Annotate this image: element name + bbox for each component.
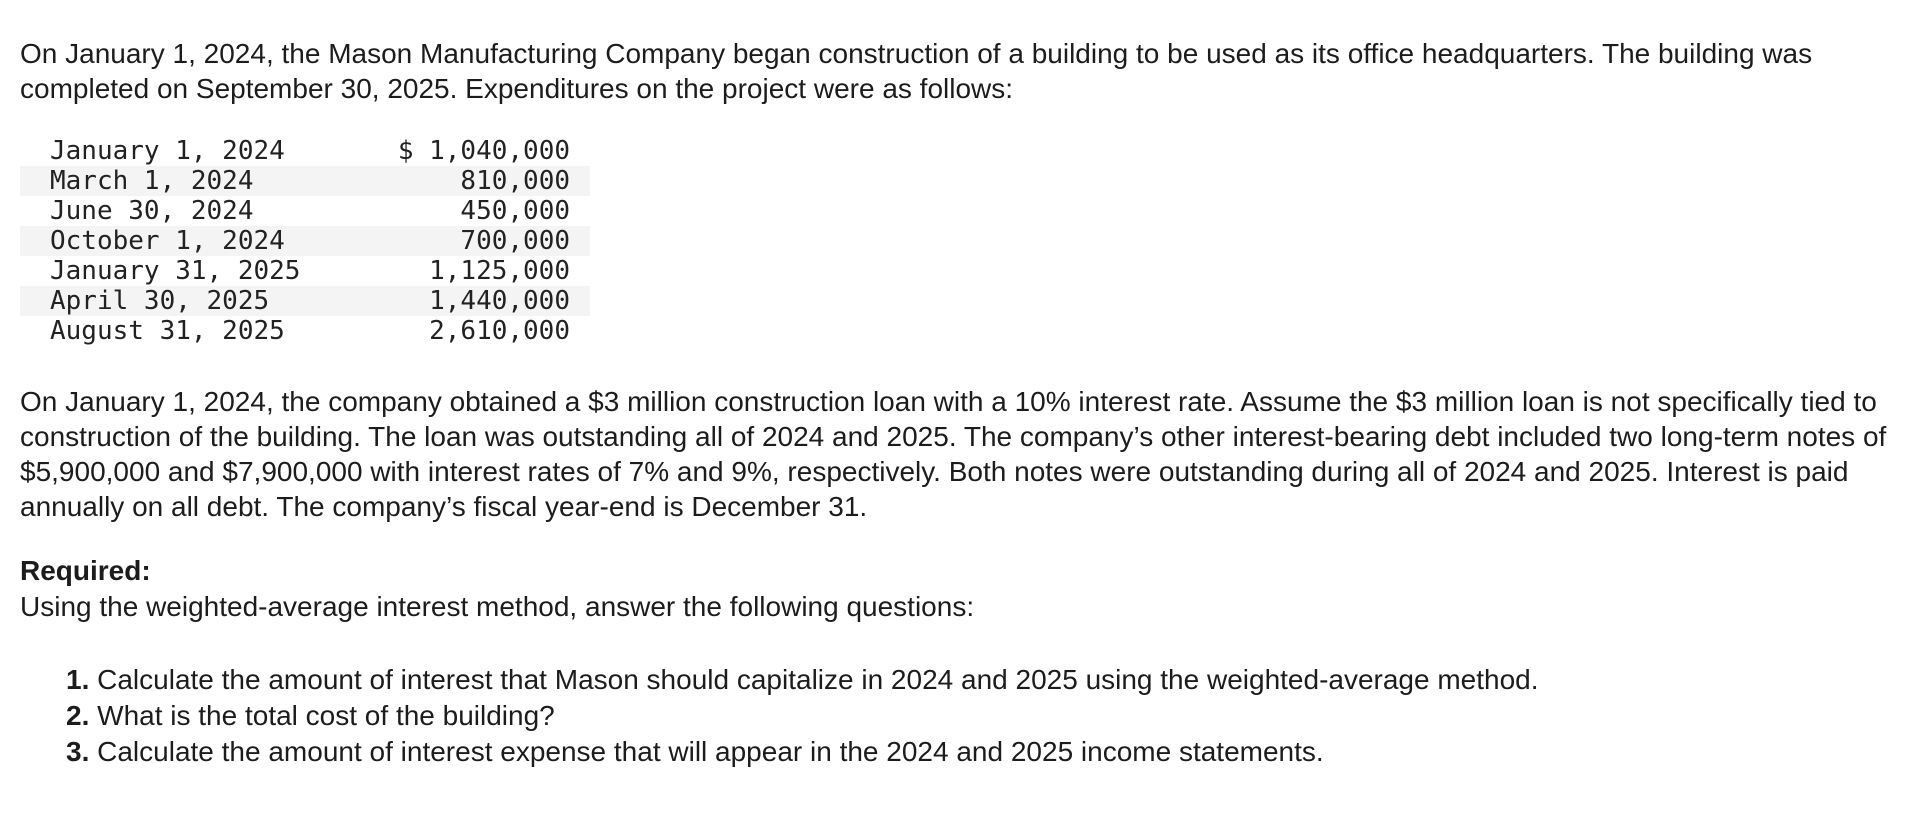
expenditures-table [20,136,590,346]
table-row [20,226,590,256]
expenditure-date: June 30, 2024 [50,196,254,226]
question-number: 1. [66,664,90,695]
questions-list [20,662,1900,770]
table-row [20,166,590,196]
expenditure-date: March 1, 2024 [20,166,376,196]
list-item [66,662,1900,698]
problem-document [20,36,1900,770]
table-row [20,316,590,346]
table-row [20,136,590,166]
expenditure-amount: 1,440,000 [376,286,590,316]
required-heading: Required: [20,555,151,586]
expenditure-amount: 810,000 [376,166,590,196]
expenditure-date: August 31, 2025 [50,316,285,346]
instructions-text: Using the weighted-average interest method, answer the following questions: [20,591,975,622]
expenditure-amount: 2,610,000 [429,316,570,346]
table-row [20,286,590,316]
expenditure-date: January 1, 2024 [50,136,285,166]
expenditure-amount: 1,125,000 [429,256,570,286]
expenditure-amount: 700,000 [376,226,590,256]
list-item [66,734,1900,770]
expenditure-date: January 31, 2025 [50,256,301,286]
table-row [20,256,590,286]
question-text: What is the total cost of the building? [97,700,555,731]
expenditure-date: October 1, 2024 [20,226,376,256]
list-item [66,698,1900,734]
intro-paragraph: On January 1, 2024, the Mason Manufacturing Company began construction of a building to be used as its office headquarters. The building was completed on September 30, 2025. Expenditures on the project were as follows: [20,38,1813,104]
question-text: Calculate the amount of interest that Mason should capitalize in 2024 and 2025 using the weighted-average method. [97,664,1539,695]
loan-paragraph: On January 1, 2024, the company obtained a $3 million construction loan with a 10% interest rate. Assume the $3 million loan is not specifically tied to construction of the building. The loan was outstanding all of 2024 and 2025. The company’s other interest-bearing debt included two long-term notes of $5,900,000 and $7,900,000 with interest rates of 7% and 9%, respectively. Both notes were outstanding during all of 2024 and 2025. Interest is paid annually on all debt. The company’s fiscal year-end is December 31. [20,386,1887,522]
expenditure-amount: $ 1,040,000 [397,136,570,166]
question-number: 2. [66,700,90,731]
expenditure-amount: 450,000 [460,196,570,226]
question-number: 3. [66,736,90,767]
expenditure-date: April 30, 2025 [20,286,376,316]
table-row [20,196,590,226]
question-text: Calculate the amount of interest expense that will appear in the 2024 and 2025 income statements. [97,736,1324,767]
